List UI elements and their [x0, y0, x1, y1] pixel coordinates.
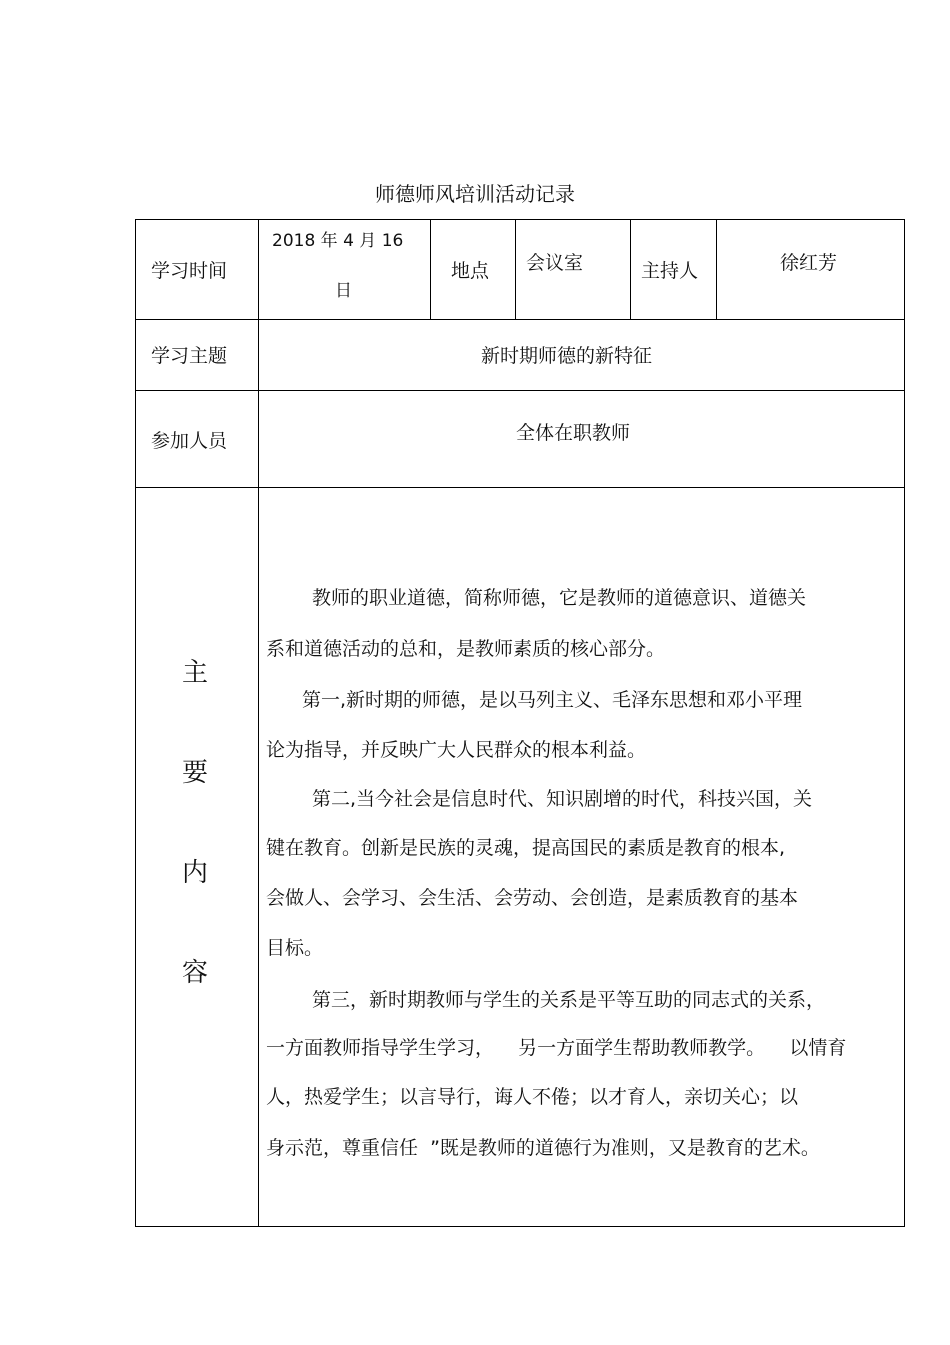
main-content-label-char: 要 — [182, 758, 209, 788]
content-line: 论为指导，并反映广大人民群众的根本利益。 — [266, 739, 647, 761]
table-border-top — [135, 219, 905, 220]
main-content-label-char: 容 — [182, 958, 209, 988]
column-divider — [630, 219, 631, 319]
content-line: 一方面教师指导学生学习， 另一方面学生帮助教师教学。 以情育 — [266, 1037, 847, 1059]
content-line: 第一,新时期的师德，是以马列主义、毛泽东思想和邓小平理 — [302, 689, 803, 711]
column-divider — [515, 219, 516, 319]
table-border-left — [135, 219, 136, 1227]
column-divider — [716, 219, 717, 319]
content-line: 第三，新时期教师与学生的关系是平等互助的同志式的关系， — [312, 989, 826, 1011]
document-title: 师德师风培训活动记录 — [375, 182, 575, 206]
row-divider — [135, 319, 905, 320]
study-topic-label: 学习主题 — [151, 345, 228, 367]
main-content-label-char: 主 — [182, 658, 209, 688]
table-border-right — [904, 219, 905, 1227]
content-line: 会做人、会学习、会生活、会劳动、会创造，是素质教育的基本 — [266, 887, 799, 909]
place-label: 地点 — [451, 260, 490, 282]
content-line: 身示范，尊重信任 ”既是教师的道德行为准则，又是教育的艺术。 — [266, 1137, 820, 1159]
content-line: 键在教育。创新是民族的灵魂，提高国民的素质是教育的根本, — [266, 837, 786, 859]
row-divider — [135, 390, 905, 391]
table-border-bottom — [135, 1226, 905, 1227]
participants-label: 参加人员 — [151, 430, 228, 452]
content-line: 系和道德活动的总和，是教师素质的核心部分。 — [266, 638, 666, 660]
study-date-line2: 日 — [335, 281, 352, 301]
content-line: 目标。 — [266, 937, 324, 959]
content-line: 人，热爱学生；以言导行，诲人不倦；以才育人，亲切关心；以 — [266, 1086, 799, 1108]
participants-value: 全体在职教师 — [516, 422, 631, 444]
label-column-divider — [258, 219, 259, 1227]
column-divider — [430, 219, 431, 319]
row-divider — [135, 487, 905, 488]
study-topic-value: 新时期师德的新特征 — [481, 345, 653, 367]
study-time-label: 学习时间 — [151, 260, 228, 282]
study-date-line1: 2018 年 4 月 16 — [272, 231, 404, 251]
host-value: 徐红芳 — [780, 252, 838, 274]
content-line: 第二,当今社会是信息时代、知识剧增的时代，科技兴国，关 — [312, 788, 813, 810]
place-value: 会议室 — [526, 252, 584, 274]
content-line: 教师的职业道德，简称师德，它是教师的道德意识、道德关 — [312, 587, 807, 609]
host-label: 主持人 — [641, 260, 699, 282]
main-content-label-char: 内 — [182, 858, 209, 888]
